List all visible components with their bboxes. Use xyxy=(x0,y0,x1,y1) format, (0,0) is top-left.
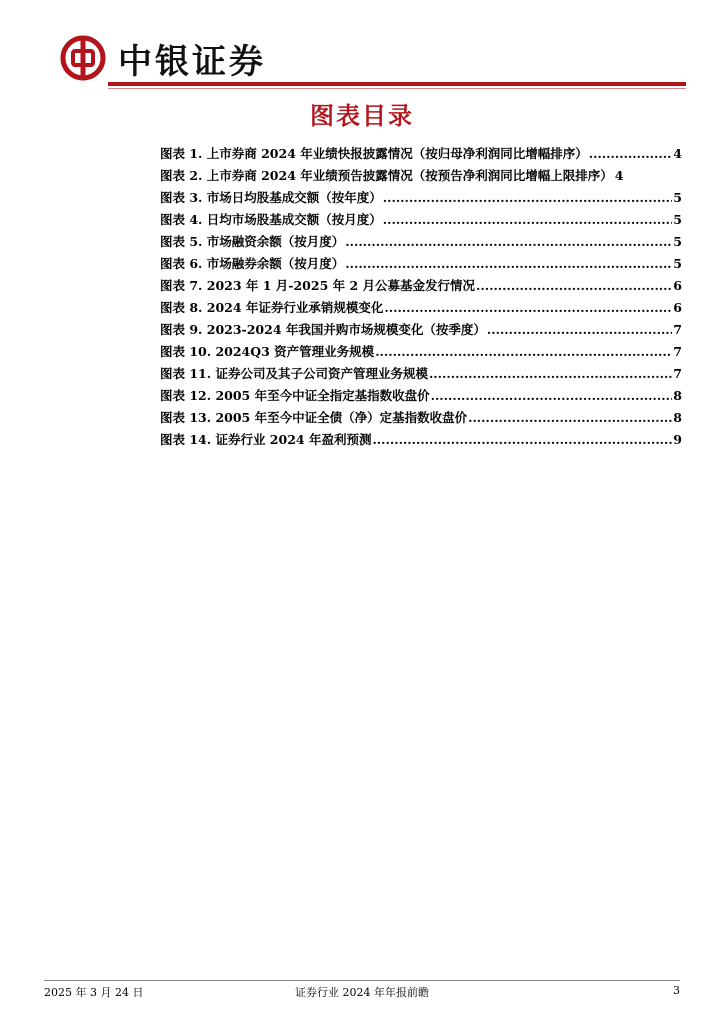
toc-item-page: 6 xyxy=(673,278,682,293)
table-of-figures xyxy=(160,144,682,452)
header-subrule xyxy=(108,88,686,89)
toc-leader xyxy=(383,190,673,205)
toc-item[interactable] xyxy=(160,254,682,276)
toc-item-page: 9 xyxy=(673,432,682,447)
toc-item-label: 图表 3. 市场日均股基成交额（按年度） xyxy=(160,190,382,205)
toc-leader xyxy=(431,388,673,403)
toc-item[interactable] xyxy=(160,364,682,386)
toc-item[interactable] xyxy=(160,386,682,408)
toc-item-label: 图表 4. 日均市场股基成交额（按月度） xyxy=(160,212,382,227)
toc-item[interactable] xyxy=(160,144,682,166)
toc-leader xyxy=(487,322,672,337)
toc-leader xyxy=(375,344,672,359)
toc-item-label: 图表 5. 市场融资余额（按月度） xyxy=(160,234,345,249)
toc-item-page: 6 xyxy=(673,300,682,315)
toc-item[interactable] xyxy=(160,166,682,188)
toc-item[interactable] xyxy=(160,232,682,254)
footer-report-title: 证券行业 2024 年年报前瞻 xyxy=(295,986,429,999)
toc-item-page: 7 xyxy=(673,322,682,337)
toc-item-page: 5 xyxy=(673,190,682,205)
toc-item[interactable] xyxy=(160,430,682,452)
toc-item[interactable] xyxy=(160,408,682,430)
footer-page-number: 3 xyxy=(673,984,680,997)
toc-item-label: 图表 10. 2024Q3 资产管理业务规模 xyxy=(160,344,375,359)
toc-item-label: 图表 1. 上市券商 2024 年业绩快报披露情况（按归母净利润同比增幅排序） xyxy=(160,146,588,161)
toc-leader xyxy=(429,366,672,381)
toc-item-label: 图表 8. 2024 年证券行业承销规模变化 xyxy=(160,300,384,315)
page-header xyxy=(60,34,266,82)
footer-rule xyxy=(44,980,680,981)
toc-item-page: 8 xyxy=(673,410,682,425)
footer-date: 2025 年 3 月 24 日 xyxy=(44,986,144,999)
toc-item-label: 图表 2. 上市券商 2024 年业绩预告披露情况（按预告净利润同比增幅上限排序） xyxy=(160,168,613,183)
bank-of-china-logo-icon xyxy=(60,35,106,81)
toc-item-label: 图表 9. 2023-2024 年我国并购市场规模变化（按季度） xyxy=(160,322,486,337)
toc-item-page: 8 xyxy=(673,388,682,403)
toc-item-page: 4 xyxy=(673,146,682,161)
toc-item-label: 图表 7. 2023 年 1 月-2025 年 2 月公募基金发行情况 xyxy=(160,278,476,293)
toc-leader xyxy=(345,256,672,271)
toc-item[interactable] xyxy=(160,210,682,232)
toc-item[interactable] xyxy=(160,298,682,320)
toc-item-label: 图表 12. 2005 年至今中证全指定基指数收盘价 xyxy=(160,388,430,403)
toc-item-label: 图表 14. 证券行业 2024 年盈利预测 xyxy=(160,432,372,447)
toc-item-page: 4 xyxy=(614,168,624,183)
toc-item-page: 5 xyxy=(673,256,682,271)
toc-item-label: 图表 6. 市场融券余额（按月度） xyxy=(160,256,345,271)
page-title: 图表目录 xyxy=(310,102,414,130)
toc-item[interactable] xyxy=(160,188,682,210)
toc-item-label: 图表 13. 2005 年至今中证全债（净）定基指数收盘价 xyxy=(160,410,468,425)
toc-leader xyxy=(589,146,673,161)
toc-leader xyxy=(372,432,672,447)
toc-leader xyxy=(384,300,672,315)
toc-item-page: 5 xyxy=(673,234,682,249)
toc-item[interactable] xyxy=(160,276,682,298)
toc-item-label: 图表 11. 证券公司及其子公司资产管理业务规模 xyxy=(160,366,428,381)
toc-item-page: 7 xyxy=(673,344,682,359)
toc-item-page: 7 xyxy=(673,366,682,381)
toc-item[interactable] xyxy=(160,342,682,364)
toc-item[interactable] xyxy=(160,320,682,342)
toc-leader xyxy=(345,234,672,249)
header-rule xyxy=(108,82,686,86)
toc-leader xyxy=(468,410,672,425)
toc-item-page: 5 xyxy=(673,212,682,227)
toc-leader xyxy=(383,212,673,227)
brand-name: 中银证券 xyxy=(118,41,266,82)
toc-leader xyxy=(476,278,672,293)
